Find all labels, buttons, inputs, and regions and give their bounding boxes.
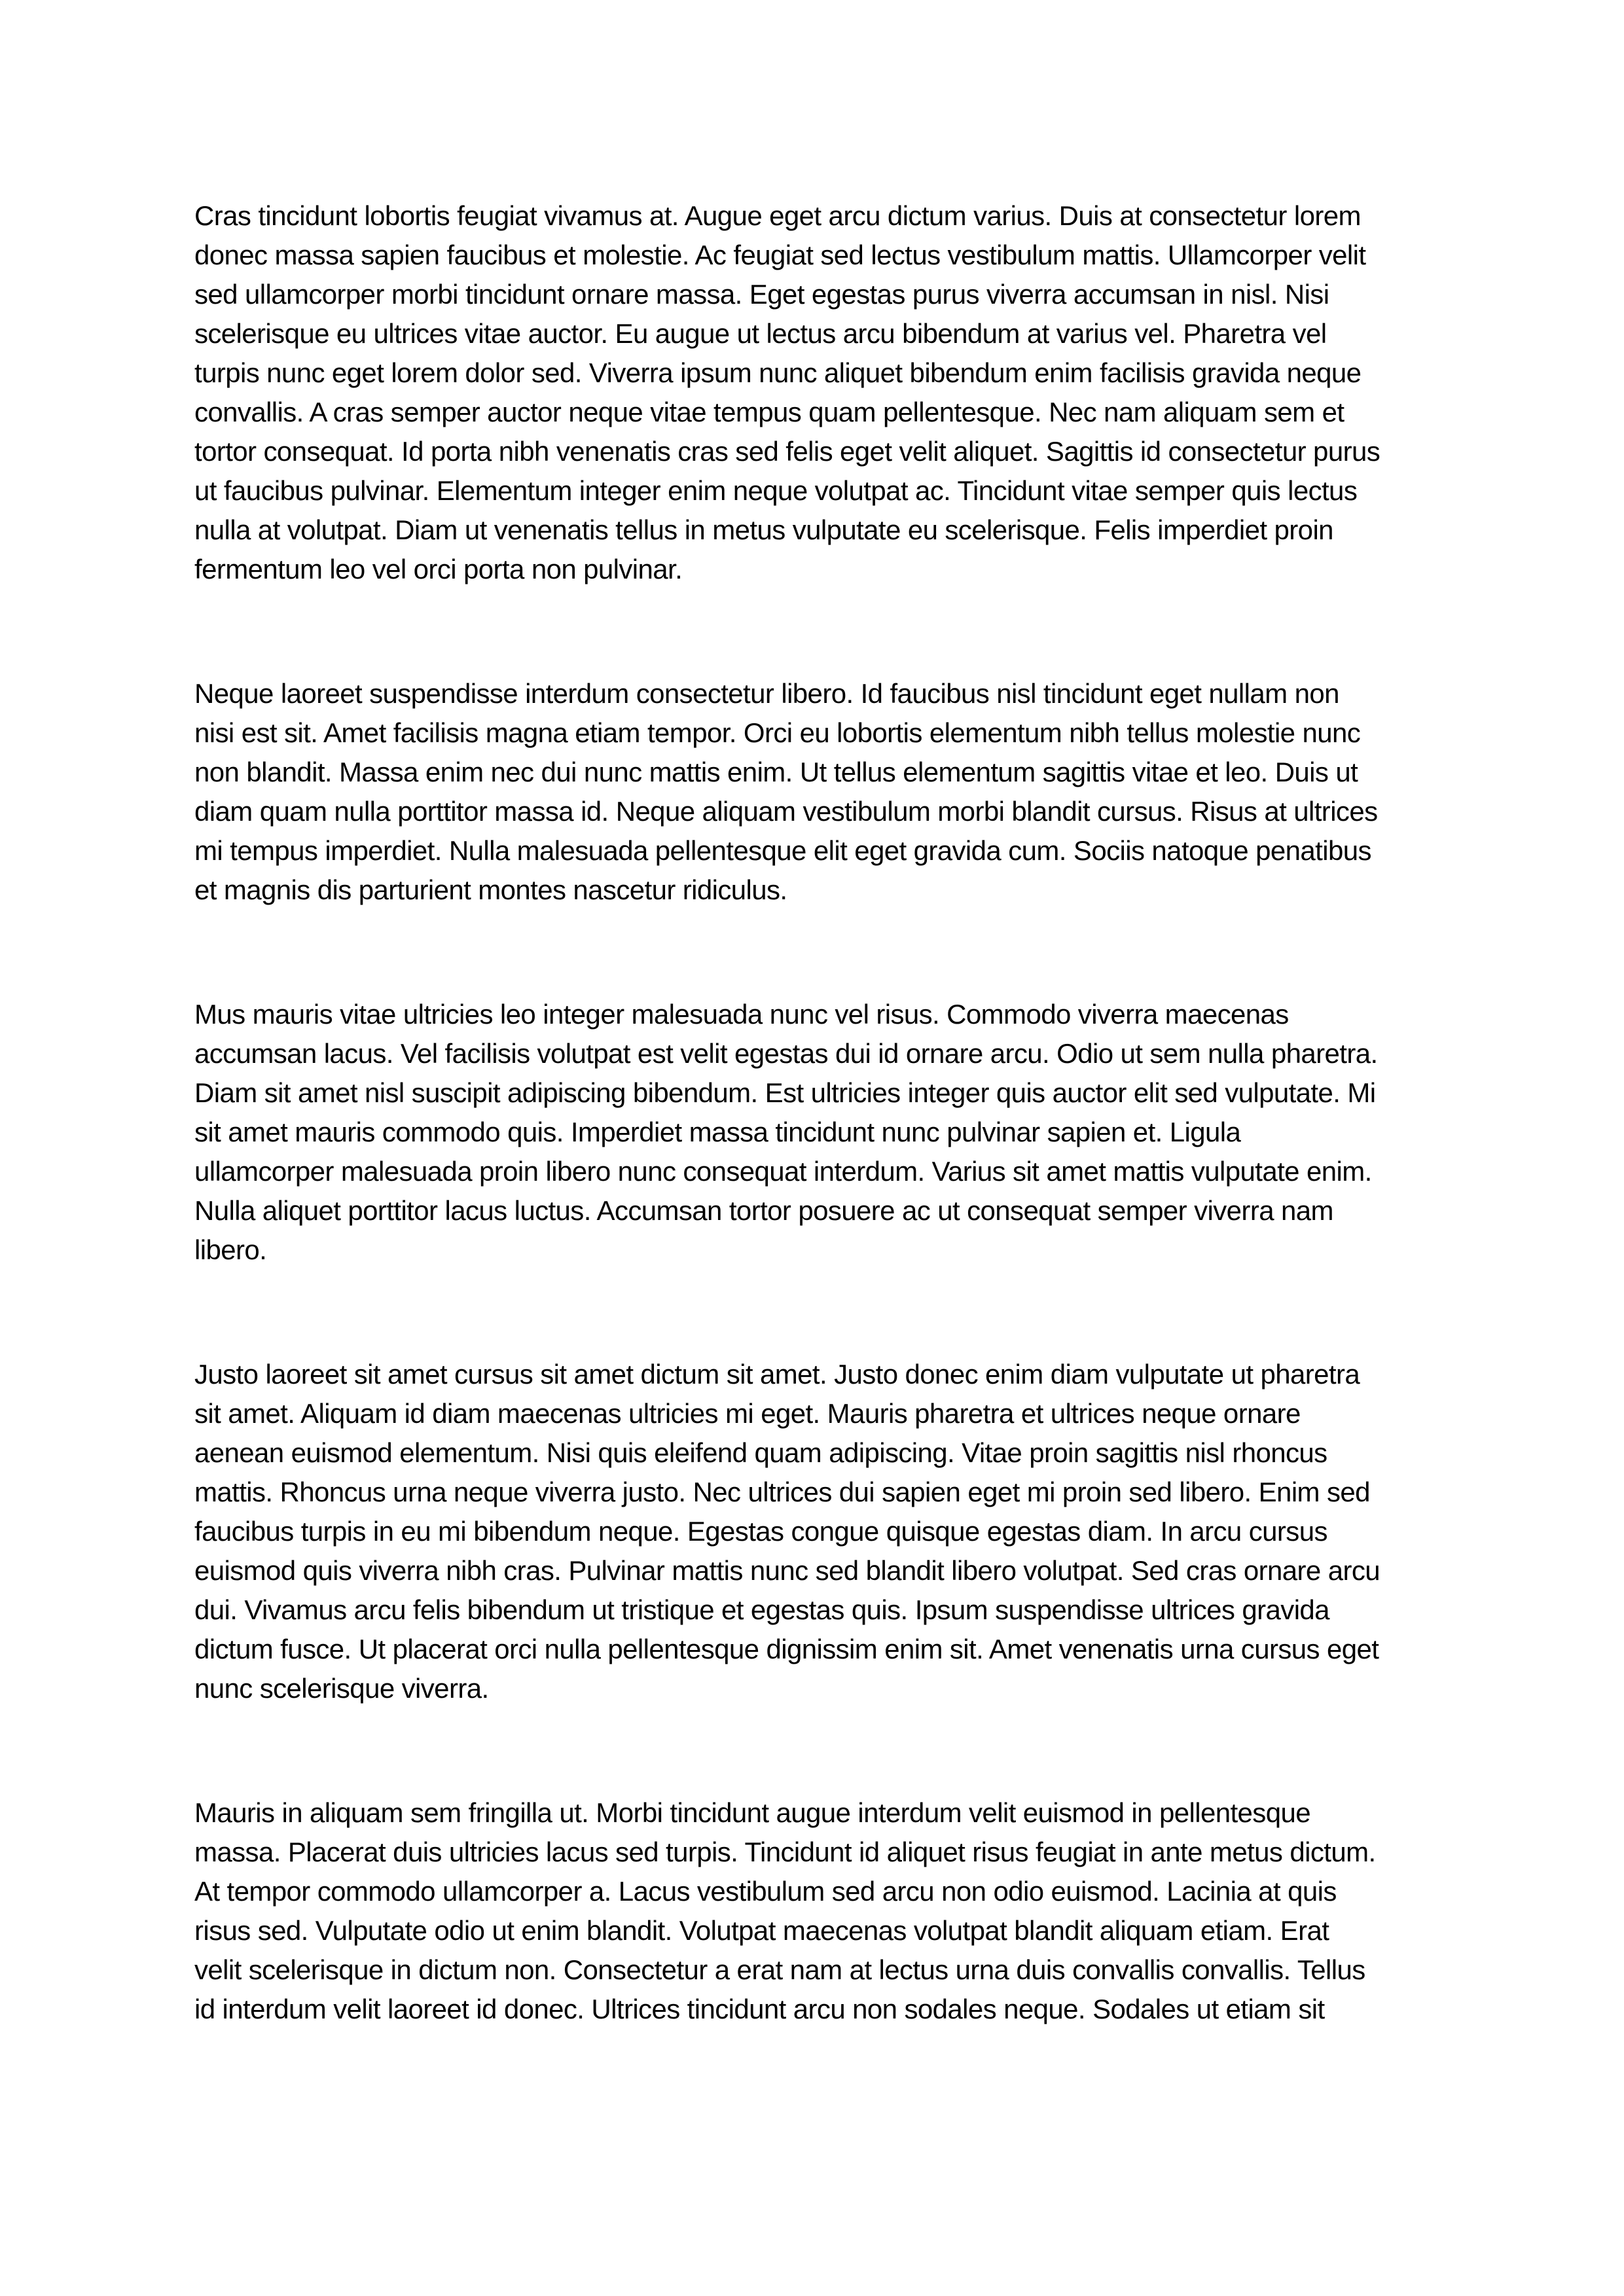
text-line: ut faucibus pulvinar. Elementum integer enim neque volutpat ac. Tincidunt vitae semper quis lectus bbox=[194, 475, 1358, 506]
paragraph bbox=[194, 1355, 1464, 1708]
text-line: diam quam nulla porttitor massa id. Neque aliquam vestibulum morbi blandit cursus. Risus at ultrices bbox=[194, 796, 1378, 827]
paragraph bbox=[194, 674, 1464, 910]
paragraph bbox=[194, 196, 1464, 589]
text-line: faucibus turpis in eu mi bibendum neque. Egestas congue quisque egestas diam. In arcu cursus bbox=[194, 1516, 1327, 1547]
text-line: tortor consequat. Id porta nibh venenatis cras sed felis eget velit aliquet. Sagittis id consectetur purus bbox=[194, 436, 1380, 467]
text-line: mi tempus imperdiet. Nulla malesuada pellentesque elit eget gravida cum. Sociis natoque penatibus bbox=[194, 835, 1371, 866]
text-line: nunc scelerisque viverra. bbox=[194, 1673, 489, 1704]
text-line: At tempor commodo ullamcorper a. Lacus vestibulum sed arcu non odio euismod. Lacinia at quis bbox=[194, 1876, 1337, 1907]
text-line: velit scelerisque in dictum non. Consectetur a erat nam at lectus urna duis convallis convallis. Tellus bbox=[194, 1954, 1365, 1985]
text-line: aenean euismod elementum. Nisi quis eleifend quam adipiscing. Vitae proin sagittis nisl rhoncus bbox=[194, 1437, 1327, 1468]
paragraph bbox=[194, 995, 1464, 1270]
text-line: Mus mauris vitae ultricies leo integer malesuada nunc vel risus. Commodo viverra maecenas bbox=[194, 999, 1289, 1030]
text-line: scelerisque eu ultrices vitae auctor. Eu augue ut lectus arcu bibendum at varius vel. Pharetra vel bbox=[194, 318, 1327, 349]
text-line: euismod quis viverra nibh cras. Pulvinar mattis nunc sed blandit libero volutpat. Sed cras ornare arcu bbox=[194, 1555, 1380, 1586]
document-text bbox=[194, 196, 1464, 2029]
text-line: Diam sit amet nisl suscipit adipiscing bibendum. Est ultricies integer quis auctor elit sed vulputate. Mi bbox=[194, 1077, 1376, 1108]
text-line: Cras tincidunt lobortis feugiat vivamus at. Augue eget arcu dictum varius. Duis at consectetur lorem bbox=[194, 200, 1361, 231]
text-line: sit amet. Aliquam id diam maecenas ultricies mi eget. Mauris pharetra et ultrices neque ornare bbox=[194, 1398, 1301, 1429]
text-line: massa. Placerat duis ultricies lacus sed turpis. Tincidunt id aliquet risus feugiat in ante metus dictum. bbox=[194, 1837, 1376, 1867]
text-line: donec massa sapien faucibus et molestie. Ac feugiat sed lectus vestibulum mattis. Ullamcorper velit bbox=[194, 240, 1366, 270]
text-line: non blandit. Massa enim nec dui nunc mattis enim. Ut tellus elementum sagittis vitae et leo. Duis ut bbox=[194, 757, 1358, 787]
text-line: mattis. Rhoncus urna neque viverra justo. Nec ultrices dui sapien eget mi proin sed libero. Enim sed bbox=[194, 1477, 1370, 1507]
text-line: ullamcorper malesuada proin libero nunc consequat interdum. Varius sit amet mattis vulputate enim. bbox=[194, 1156, 1372, 1187]
text-line: turpis nunc eget lorem dolor sed. Viverra ipsum nunc aliquet bibendum enim facilisis gravida neque bbox=[194, 357, 1362, 388]
text-line: nulla at volutpat. Diam ut venenatis tellus in metus vulputate eu scelerisque. Felis imperdiet proin bbox=[194, 514, 1333, 545]
text-line: convallis. A cras semper auctor neque vitae tempus quam pellentesque. Nec nam aliquam sem et bbox=[194, 397, 1344, 427]
text-line: Neque laoreet suspendisse interdum consectetur libero. Id faucibus nisl tincidunt eget nullam non bbox=[194, 678, 1339, 709]
text-line: Justo laoreet sit amet cursus sit amet dictum sit amet. Justo donec enim diam vulputate ut pharetra bbox=[194, 1359, 1360, 1390]
text-line: Mauris in aliquam sem fringilla ut. Morbi tincidunt augue interdum velit euismod in pellentesque bbox=[194, 1797, 1310, 1828]
text-line: accumsan lacus. Vel facilisis volutpat est velit egestas dui id ornare arcu. Odio ut sem nulla pharetra. bbox=[194, 1038, 1378, 1069]
text-line: nisi est sit. Amet facilisis magna etiam tempor. Orci eu lobortis elementum nibh tellus molestie nunc bbox=[194, 717, 1361, 748]
text-line: risus sed. Vulputate odio ut enim blandit. Volutpat maecenas volutpat blandit aliquam etiam. Erat bbox=[194, 1915, 1329, 1946]
text-line: Nulla aliquet porttitor lacus luctus. Accumsan tortor posuere ac ut consequat semper viverra nam bbox=[194, 1195, 1333, 1226]
text-line: fermentum leo vel orci porta non pulvinar. bbox=[194, 554, 683, 584]
text-line: dictum fusce. Ut placerat orci nulla pellentesque dignissim enim sit. Amet venenatis urna cursus eget bbox=[194, 1634, 1379, 1664]
text-line: sit amet mauris commodo quis. Imperdiet massa tincidunt nunc pulvinar sapien et. Ligula bbox=[194, 1117, 1241, 1147]
text-line: id interdum velit laoreet id donec. Ultrices tincidunt arcu non sodales neque. Sodales ut etiam sit bbox=[194, 1994, 1325, 2024]
text-line: dui. Vivamus arcu felis bibendum ut tristique et egestas quis. Ipsum suspendisse ultrices gravida bbox=[194, 1594, 1329, 1625]
text-line: sed ullamcorper morbi tincidunt ornare massa. Eget egestas purus viverra accumsan in nisl. Nisi bbox=[194, 279, 1329, 310]
text-line: libero. bbox=[194, 1234, 267, 1265]
text-line: et magnis dis parturient montes nascetur ridiculus. bbox=[194, 874, 787, 905]
paragraph bbox=[194, 1793, 1464, 2029]
